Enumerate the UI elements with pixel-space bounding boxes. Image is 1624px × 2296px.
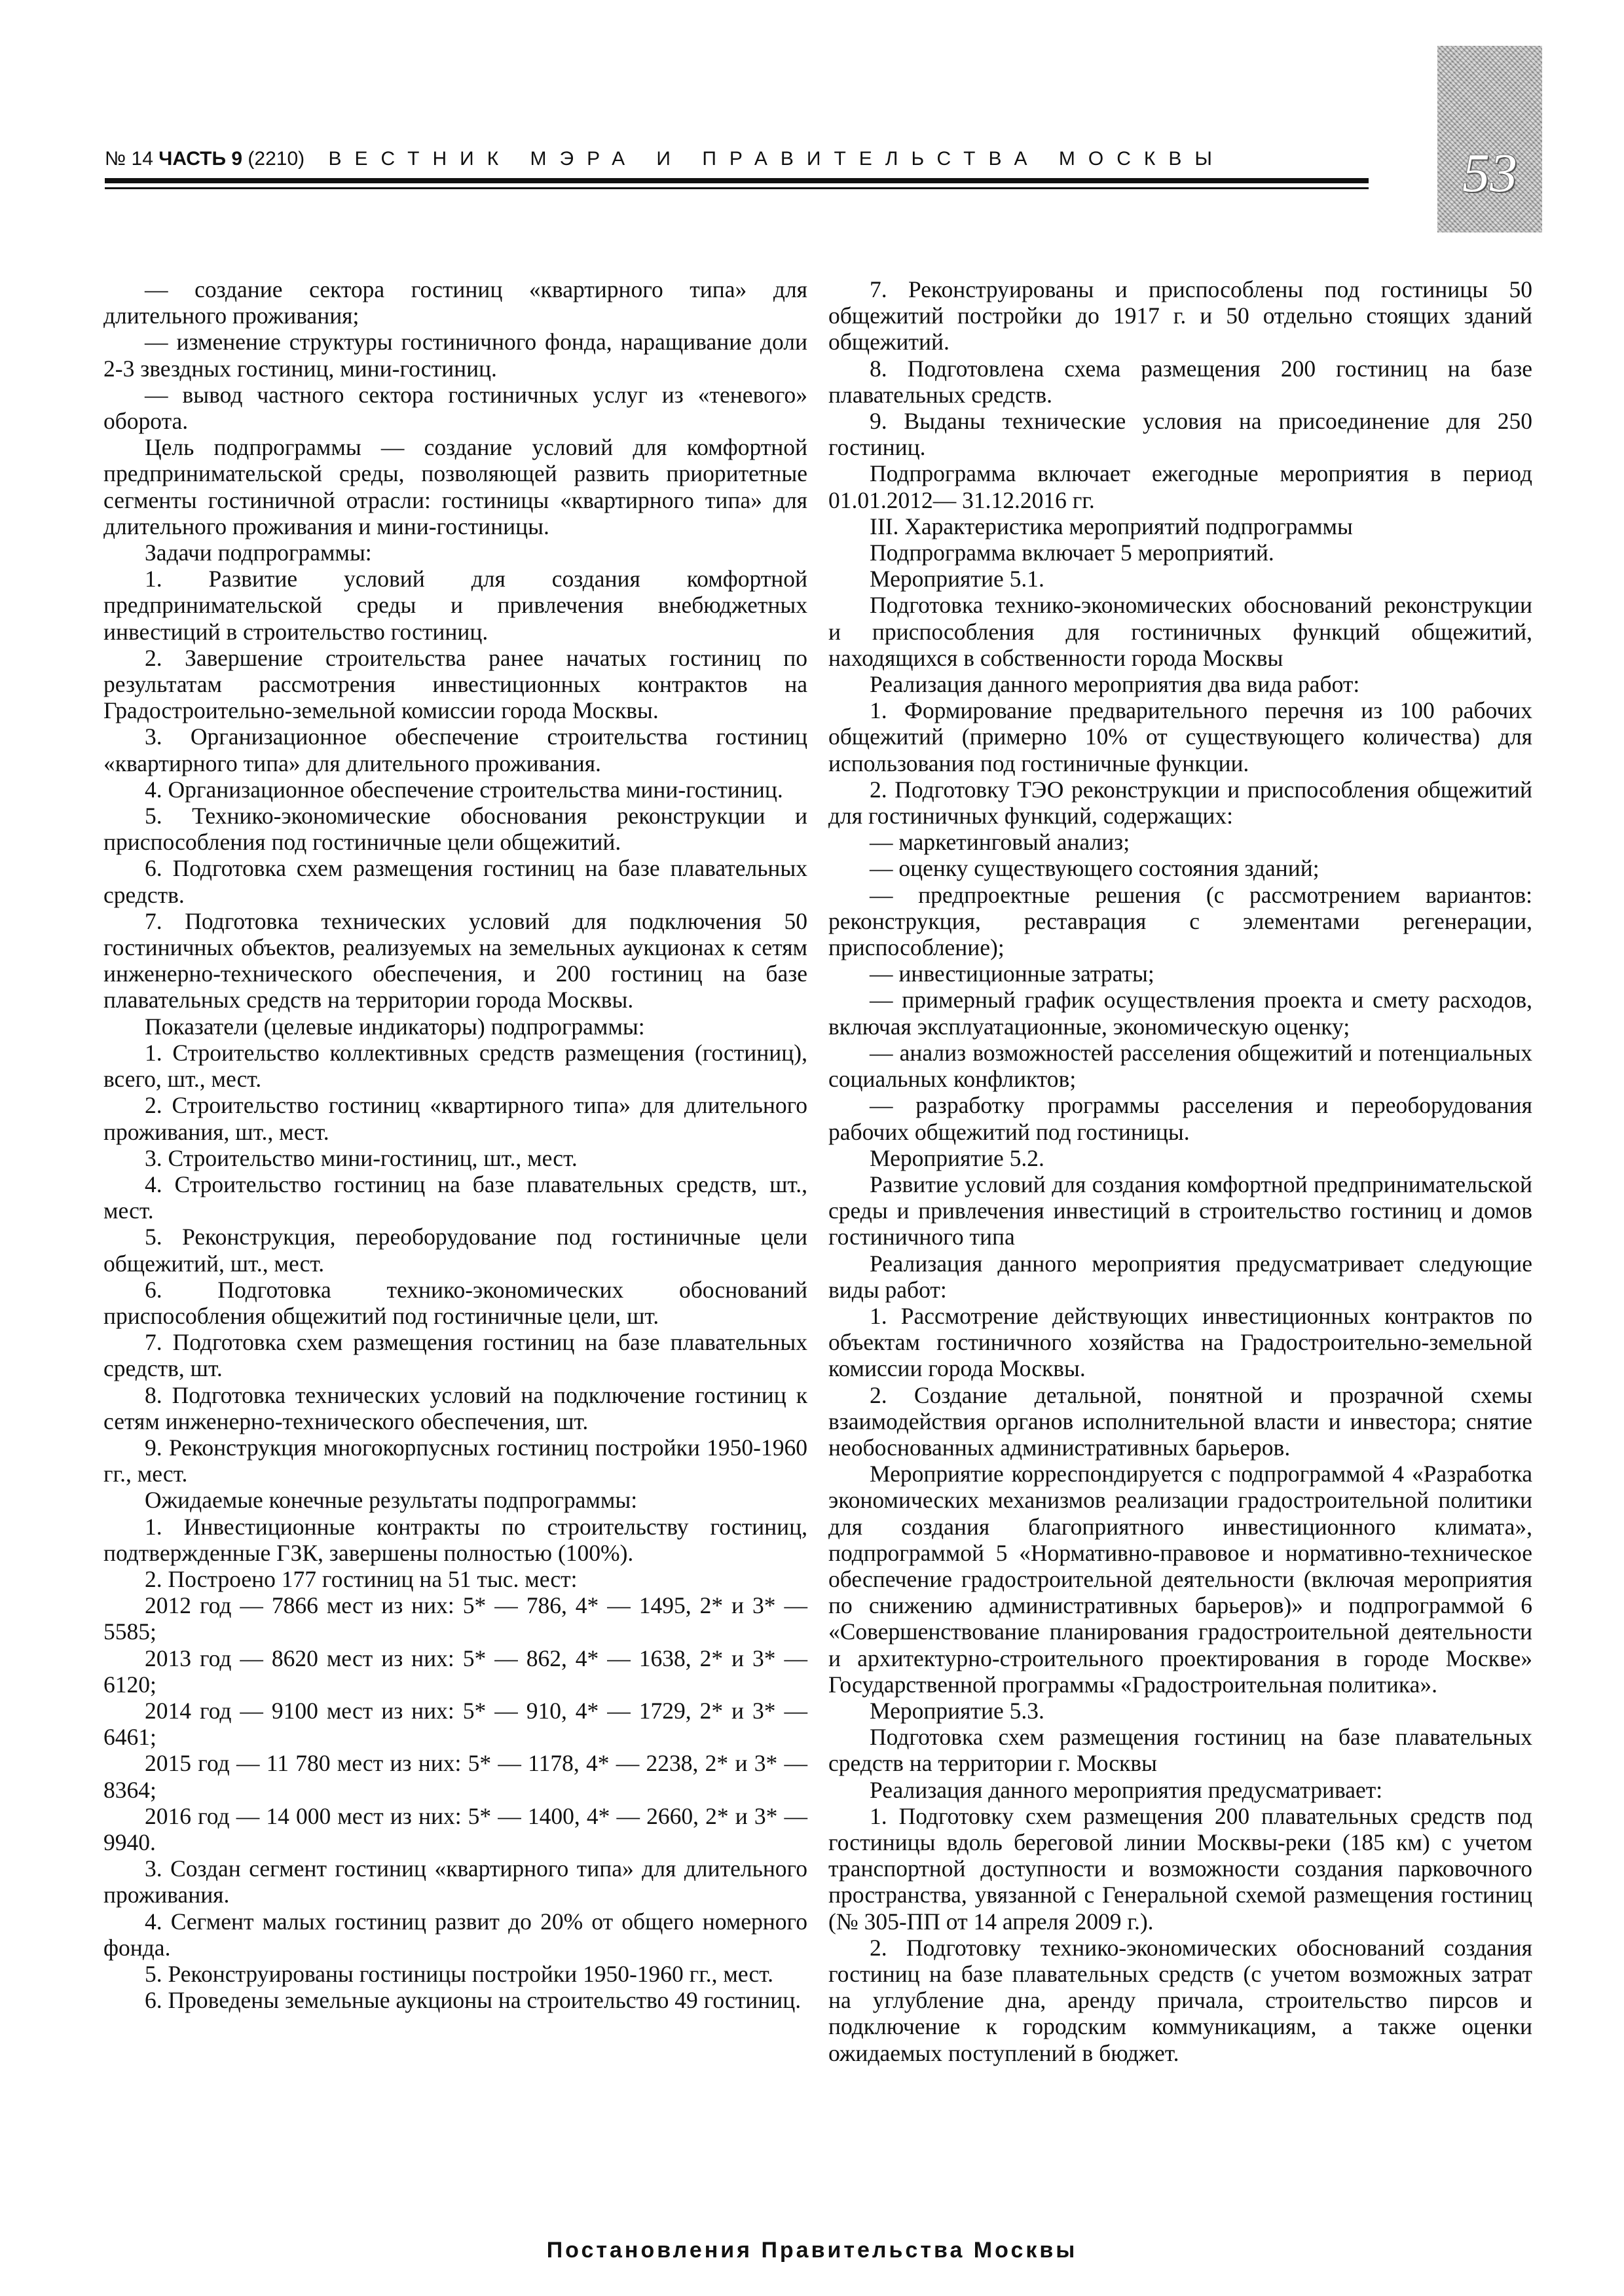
paragraph: 1. Развитие условий для создания комфортной предпринимательской среды и привлечения внебюджетных инвестиций в строительство гостиниц. bbox=[103, 566, 807, 645]
paragraph: 2015 год — 11 780 мест из них: 5* — 1178, 4* — 2238, 2* и 3* — 8364; bbox=[103, 1750, 807, 1803]
paragraph: III. Характеристика мероприятий подпрограммы bbox=[870, 513, 1353, 539]
page-number-box bbox=[1437, 46, 1542, 232]
paragraph: — разработку программы расселения и переоборудования рабочих общежитий под гостиницы. bbox=[828, 1092, 1532, 1145]
paragraph: Реализация данного мероприятия предусматривает следующие виды работ: bbox=[828, 1250, 1532, 1303]
paragraph: 2016 год — 14 000 мест из них: 5* — 1400, 4* — 2660, 2* и 3* — 9940. bbox=[103, 1802, 807, 1855]
paragraph: 2. Подготовку ТЭО реконструкции и приспособления общежитий для гостиничных функций, содержащих: bbox=[828, 776, 1532, 829]
paragraph: 9. Реконструкция многокорпусных гостиниц постройки 1950-1960 гг., мест. bbox=[103, 1434, 807, 1487]
issue-number: № 14 bbox=[105, 148, 153, 170]
header-rule-thin bbox=[105, 187, 1369, 189]
journal-title: ВЕСТНИК МЭРА И ПРАВИТЕЛЬСТВА МОСКВЫ bbox=[328, 148, 1225, 170]
header-rule-thick bbox=[105, 178, 1369, 183]
footer-title: Постановления Правительства Москвы bbox=[546, 2238, 1078, 2263]
paragraph: Подпрограмма включает 5 мероприятий. bbox=[870, 539, 1274, 566]
paragraph: — оценку существующего состояния зданий; bbox=[870, 855, 1320, 882]
paragraph: 6. Подготовка технико-экономических обоснований приспособления общежитий под гостиничные цели, шт. bbox=[103, 1276, 807, 1329]
paragraph: — примерный график осуществления проекта и смету расходов, включая эксплуатационные, экономическую оценку; bbox=[828, 987, 1532, 1040]
paragraph: Мероприятие 5.3. bbox=[870, 1697, 1044, 1724]
paragraph: 2014 год — 9100 мест из них: 5* — 910, 4* — 1729, 2* и 3* — 6461; bbox=[103, 1697, 807, 1751]
paragraph: 4. Организационное обеспечение строительства мини-гостиниц. bbox=[145, 776, 783, 803]
paragraph: 3. Строительство мини-гостиниц, шт., мест. bbox=[145, 1144, 578, 1171]
paragraph: Мероприятие 5.1. bbox=[870, 566, 1044, 592]
paragraph: — изменение структуры гостиничного фонда, наращивание доли 2-3 звездных гостиниц, мини-гостиниц. bbox=[103, 329, 807, 382]
paragraph: 2. Завершение строительства ранее начатых гостиниц по результатам рассмотрения инвестиционных контрактов на Градостроительно-земельной комиссии города Москвы. bbox=[103, 644, 807, 724]
paragraph: 2. Построено 177 гостиниц на 51 тыс. мест: bbox=[145, 1565, 578, 1592]
paragraph: 7. Реконструированы и приспособлены под гостиницы 50 общежитий постройки до 1917 г. и 50 отдельно стоящих зданий общежитий. bbox=[828, 276, 1532, 355]
paragraph: 8. Подготовлена схема размещения 200 гостиниц на базе плавательных средств. bbox=[828, 355, 1532, 408]
paragraph: 5. Технико-экономические обоснования реконструкции и приспособления под гостиничные цели общежитий. bbox=[103, 803, 807, 856]
paragraph: 2. Создание детальной, понятной и прозрачной схемы взаимодействия органов исполнительной власти и инвестора; снятие необоснованных административных барьеров. bbox=[828, 1381, 1532, 1461]
paragraph: — анализ возможностей расселения общежитий и потенциальных социальных конфликтов; bbox=[828, 1039, 1532, 1093]
paragraph: Показатели (целевые индикаторы) подпрограммы: bbox=[145, 1013, 645, 1040]
paragraph: 5. Реконструированы гостиницы постройки 1950-1960 гг., мест. bbox=[145, 1961, 774, 1987]
paragraph: 8. Подготовка технических условий на подключение гостиниц к сетям инженерно-технического обеспечения, шт. bbox=[103, 1381, 807, 1434]
paragraph: 5. Реконструкция, переоборудование под гостиничные цели общежитий, шт., мест. bbox=[103, 1224, 807, 1277]
paragraph: — создание сектора гостиниц «квартирного типа» для длительного проживания; bbox=[103, 276, 807, 329]
paragraph: 1. Подготовку схем размещения 200 плавательных средств под гостиницы вдоль береговой линии Москвы-реки (185 км) с учетом транспортной доступности и возможности создания парковочного пространства, увязанной с Генеральной схемой размещения гостиниц (№ 305-ПП от 14 апреля 2009 г.). bbox=[828, 1802, 1532, 1935]
part-label: ЧАСТЬ 9 bbox=[158, 148, 243, 170]
paragraph: Подпрограмма включает ежегодные мероприятия в период 01.01.2012— 31.12.2016 гг. bbox=[828, 460, 1532, 513]
paragraph: 9. Выданы технические условия на присоединение для 250 гостиниц. bbox=[828, 408, 1532, 461]
paragraph: Подготовка технико-экономических обоснований реконструкции и приспособления для гостиничных функций общежитий, находящихся в собственности города Москвы bbox=[828, 592, 1532, 671]
left-column bbox=[103, 276, 807, 2175]
paragraph: Реализация данного мероприятия два вида работ: bbox=[870, 671, 1360, 698]
paragraph: Ожидаемые конечные результаты подпрограммы: bbox=[145, 1487, 638, 1514]
paragraph: Реализация данного мероприятия предусматривает: bbox=[870, 1776, 1383, 1803]
paragraph: 7. Подготовка схем размещения гостиниц на базе плавательных средств, шт. bbox=[103, 1329, 807, 1382]
paragraph: 1. Формирование предварительного перечня из 100 рабочих общежитий (примерно 10% от существующего количества) для использования под гостиничные функции. bbox=[828, 697, 1532, 776]
paragraph: 1. Строительство коллективных средств размещения (гостиниц), всего, шт., мест. bbox=[103, 1039, 807, 1093]
paragraph: 2. Подготовку технико-экономических обоснований создания гостиниц на базе плавательных средств (с учетом возможных затрат на углубление дна, аренду причала, строительство пирсов и подключение к городским коммуникациям, а также оценки ожидаемых поступлений в бюджет. bbox=[828, 1934, 1532, 2066]
paragraph: 6. Подготовка схем размещения гостиниц на базе плавательных средств. bbox=[103, 855, 807, 908]
paragraph: Мероприятие корреспондируется с подпрограммой 4 «Разработка экономических механизмов реализации градостроительной политики для создания благоприятного инвестиционного климата», подпрограммой 5 «Нормативно-правовое и нормативно-техническое обеспечение градостроительной деятельности (включая мероприятия по снижению административных барьеров)» и подпрограммой 6 «Совершенствование планирования градостроительной деятельности и архитектурно-строительного проектирования в городе Москве» Государственной программы «Градостроительная политика». bbox=[828, 1461, 1532, 1698]
right-column bbox=[828, 276, 1532, 2175]
paragraph: 7. Подготовка технических условий для подключения 50 гостиничных объектов, реализуемых на земельных аукционах к сетям инженерно-технического обеспечения, и 200 гостиниц на базе плавательных средств на территории города Москвы. bbox=[103, 907, 807, 1013]
paragraph: 2013 год — 8620 мест из них: 5* — 862, 4* — 1638, 2* и 3* — 6120; bbox=[103, 1645, 807, 1698]
paragraph: — инвестиционные затраты; bbox=[870, 960, 1154, 987]
paragraph: 2012 год — 7866 мест из них: 5* — 786, 4* — 1495, 2* и 3* — 5585; bbox=[103, 1592, 807, 1645]
paragraph: Подготовка схем размещения гостиниц на базе плавательных средств на территории г. Москвы bbox=[828, 1724, 1532, 1777]
paragraph: — вывод частного сектора гостиничных услуг из «теневого» оборота. bbox=[103, 381, 807, 435]
paragraph: Цель подпрограммы — создание условий для комфортной предпринимательской среды, позволяющей развить приоритетные сегменты гостиничной отрасли: гостиницы «квартирного типа» для длительного проживания и мини-гостиницы. bbox=[103, 434, 807, 539]
paragraph: 6. Проведены земельные аукционы на строительство 49 гостиниц. bbox=[145, 1987, 802, 2014]
paragraph: 3. Организационное обеспечение строительства гостиниц «квартирного типа» для длительного проживания. bbox=[103, 723, 807, 776]
running-header bbox=[105, 143, 1349, 175]
paragraph: — маркетинговый анализ; bbox=[870, 829, 1130, 856]
page-number: 53 bbox=[1462, 143, 1517, 204]
paragraph: 4. Сегмент малых гостиниц развит до 20% от общего номерного фонда. bbox=[103, 1908, 807, 1961]
paragraph: 1. Рассмотрение действующих инвестиционных контрактов по объектам гостиничного хозяйства на Градостроительно-земельной комиссии города Москвы. bbox=[828, 1302, 1532, 1382]
paragraph: Задачи подпрограммы: bbox=[145, 539, 372, 566]
serial-number: (2210) bbox=[248, 148, 305, 170]
paragraph: 2. Строительство гостиниц «квартирного типа» для длительного проживания, шт., мест. bbox=[103, 1092, 807, 1145]
paragraph: — предпроектные решения (с рассмотрением вариантов: реконструкция, реставрация с элементами регенерации, приспособление); bbox=[828, 881, 1532, 961]
paragraph: 4. Строительство гостиниц на базе плавательных средств, шт., мест. bbox=[103, 1171, 807, 1224]
paragraph: Развитие условий для создания комфортной предпринимательской среды и привлечения инвестиций в строительство гостиниц и домов гостиничного типа bbox=[828, 1171, 1532, 1250]
paragraph: Мероприятие 5.2. bbox=[870, 1144, 1044, 1171]
paragraph: 1. Инвестиционные контракты по строительству гостиниц, подтвержденные ГЗК, завершены полностью (100%). bbox=[103, 1513, 807, 1566]
paragraph: 3. Создан сегмент гостиниц «квартирного типа» для длительного проживания. bbox=[103, 1855, 807, 1908]
